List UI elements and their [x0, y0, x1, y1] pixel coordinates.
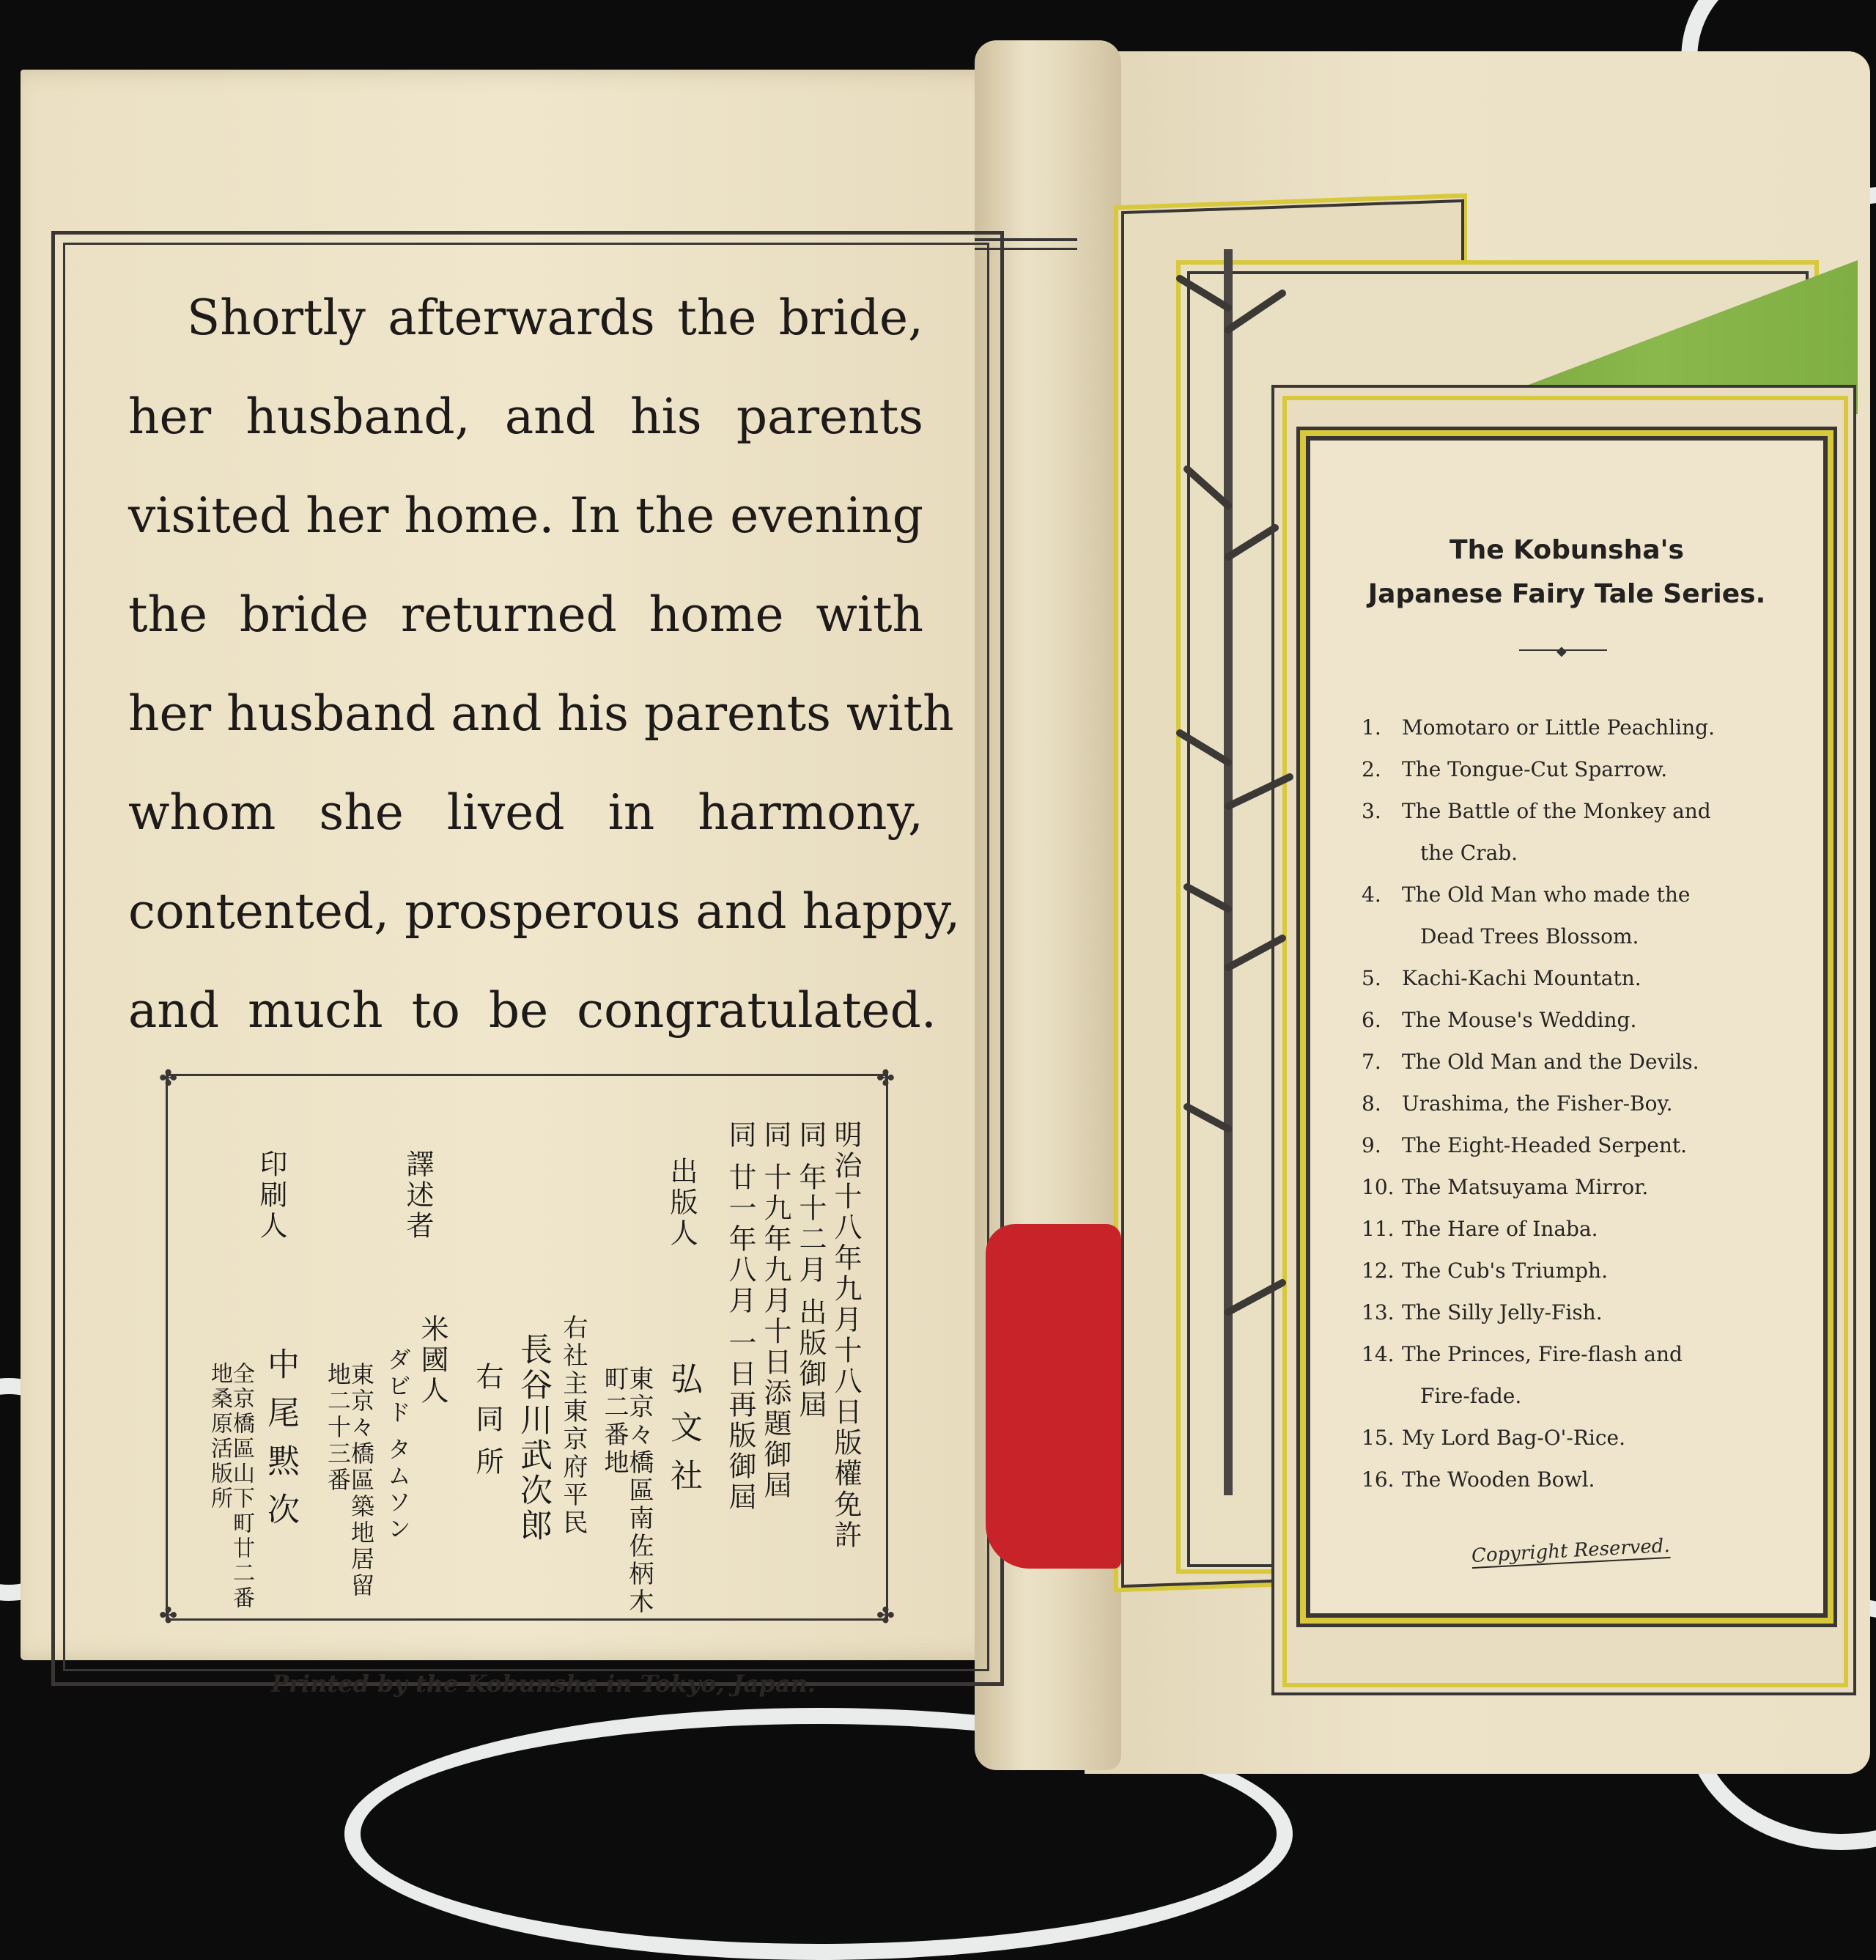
story-line: whom she lived in harmony, [128, 784, 923, 841]
list-item-number: 9. [1362, 1133, 1381, 1157]
list-item-title: Urashima, the Fisher-Boy. [1402, 1091, 1673, 1116]
colophon-column: 明治十八年九月十八日版權免許 [830, 1120, 862, 1551]
list-item-title: the Crab. [1420, 841, 1518, 865]
list-item-title: My Lord Bag-O'-Rice. [1402, 1426, 1626, 1450]
story-line: her husband, and his parents [128, 388, 923, 445]
colophon-column: 右社主東京府平民 [558, 1314, 588, 1537]
colophon-column: 弘 文 社 [665, 1362, 702, 1494]
list-item [1362, 1426, 1625, 1450]
colophon-column: 印刷人 [255, 1149, 287, 1242]
copyright-notice: Copyright Reserved. [1471, 1534, 1671, 1568]
list-item-title: Fire-fade. [1420, 1384, 1522, 1408]
list-item [1362, 1300, 1603, 1325]
colophon-column: 中 尾 黙 次 [262, 1347, 299, 1528]
colophon-column: 全京橋區山下町廿二番地桑原活版所 [207, 1362, 254, 1611]
colophon-column: 同 廿一年八月 一日再版御屆 [724, 1120, 756, 1514]
list-item-number: 15. [1362, 1426, 1395, 1450]
corner-ornament: ✤ [159, 1066, 178, 1091]
colophon-column: 東京々橋區築地居留地二十三番 [324, 1362, 375, 1599]
list-item-title: The Eight-Headed Serpent. [1402, 1133, 1688, 1157]
list-item-title: Kachi-Kachi Mountatn. [1402, 966, 1642, 990]
series-title-line: Japanese Fairy Tale Series. [1367, 579, 1766, 609]
list-item-title: The Old Man who made the [1402, 883, 1691, 907]
colophon-column: 同 十九年九月十日添題御屆 [759, 1120, 791, 1502]
list-item [1362, 883, 1690, 907]
list-item-title: The Princes, Fire-flash and [1402, 1342, 1683, 1366]
list-item-title: The Wooden Bowl. [1402, 1467, 1595, 1492]
list-item-title: The Cub's Triumph. [1402, 1259, 1608, 1283]
list-item-title: The Tongue-Cut Sparrow. [1402, 757, 1668, 781]
list-item [1362, 757, 1667, 781]
story-line: contented, prosperous and happy, [128, 883, 961, 940]
list-item-number: 14. [1362, 1342, 1395, 1366]
list-item-number: 13. [1362, 1300, 1395, 1325]
colophon-column: ダビド タムソン [384, 1347, 412, 1543]
colophon-column: 譯述者 [402, 1149, 434, 1242]
list-item [1420, 924, 1639, 948]
list-item-number: 16. [1362, 1467, 1395, 1492]
colophon-column: 米國人 [416, 1314, 448, 1407]
list-item-number: 11. [1362, 1217, 1395, 1241]
list-item-number: 7. [1362, 1050, 1381, 1074]
spine-rule [975, 248, 1077, 250]
colophon-column: 右 同 所 [471, 1362, 503, 1478]
list-item [1362, 1259, 1608, 1283]
list-item-number: 2. [1362, 757, 1381, 781]
list-item-number: 4. [1362, 883, 1381, 907]
list-item-title: The Mouse's Wedding. [1402, 1008, 1637, 1032]
series-list-card [1306, 436, 1828, 1618]
story-line: the bride returned home with [128, 586, 923, 643]
series-title-line: The Kobunsha's [1450, 535, 1684, 565]
list-item [1362, 1008, 1636, 1032]
corner-ornament: ✤ [159, 1603, 178, 1629]
list-item [1362, 799, 1711, 823]
story-line: Shortly afterwards the bride, [187, 290, 923, 346]
corner-ornament: ✤ [876, 1603, 895, 1629]
story-line: visited her home. In the evening [128, 487, 923, 544]
list-item [1362, 966, 1642, 990]
list-item-title: The Silly Jelly-Fish. [1402, 1300, 1603, 1325]
colophon-column: 同 年十二月 出版御屆 [794, 1120, 827, 1421]
story-line: her husband and his parents with [128, 685, 954, 742]
story-line: and much to be congratulated. [128, 982, 937, 1039]
list-item [1362, 1217, 1598, 1241]
list-item-title: The Matsuyama Mirror. [1402, 1175, 1649, 1199]
list-item [1362, 1133, 1687, 1157]
colophon-column: 長谷川武次郎 [514, 1333, 552, 1544]
list-item-number: 6. [1362, 1008, 1381, 1032]
colophon-box [159, 1066, 895, 1629]
printed-by-footer: Printed by the Kobunsha in Tokyo, Japan. [271, 1670, 816, 1698]
bamboo-illustration [1172, 249, 1297, 1495]
list-item [1362, 1175, 1648, 1199]
corner-ornament: ✤ [876, 1066, 895, 1091]
list-item [1362, 715, 1715, 740]
red-robe-figure [986, 1224, 1121, 1569]
list-item-title: The Hare of Inaba. [1402, 1217, 1598, 1241]
divider-ornament: ◆ [1556, 644, 1567, 659]
list-item [1362, 1091, 1672, 1116]
list-item [1362, 1050, 1699, 1074]
list-item-number: 3. [1362, 799, 1381, 823]
list-item-number: 5. [1362, 966, 1381, 990]
series-title [1310, 528, 1823, 616]
list-item-number: 1. [1362, 715, 1381, 740]
list-item-number: 12. [1362, 1259, 1395, 1283]
list-item-title: The Battle of the Monkey and [1402, 799, 1711, 823]
list-item [1362, 1467, 1595, 1492]
list-item-number: 8. [1362, 1091, 1381, 1116]
spine-rule [975, 238, 1077, 241]
list-item-title: Momotaro or Little Peachling. [1402, 715, 1715, 740]
list-item-number: 10. [1362, 1175, 1395, 1199]
colophon-column: 出版人 [665, 1157, 698, 1249]
list-item [1362, 1342, 1683, 1366]
list-item [1420, 841, 1518, 865]
list-item-title: The Old Man and the Devils. [1402, 1050, 1699, 1074]
colophon-column: 東京々橋區南佐柄木町二番地 [599, 1366, 654, 1616]
list-item-title: Dead Trees Blossom. [1420, 924, 1639, 948]
list-item [1420, 1384, 1521, 1408]
